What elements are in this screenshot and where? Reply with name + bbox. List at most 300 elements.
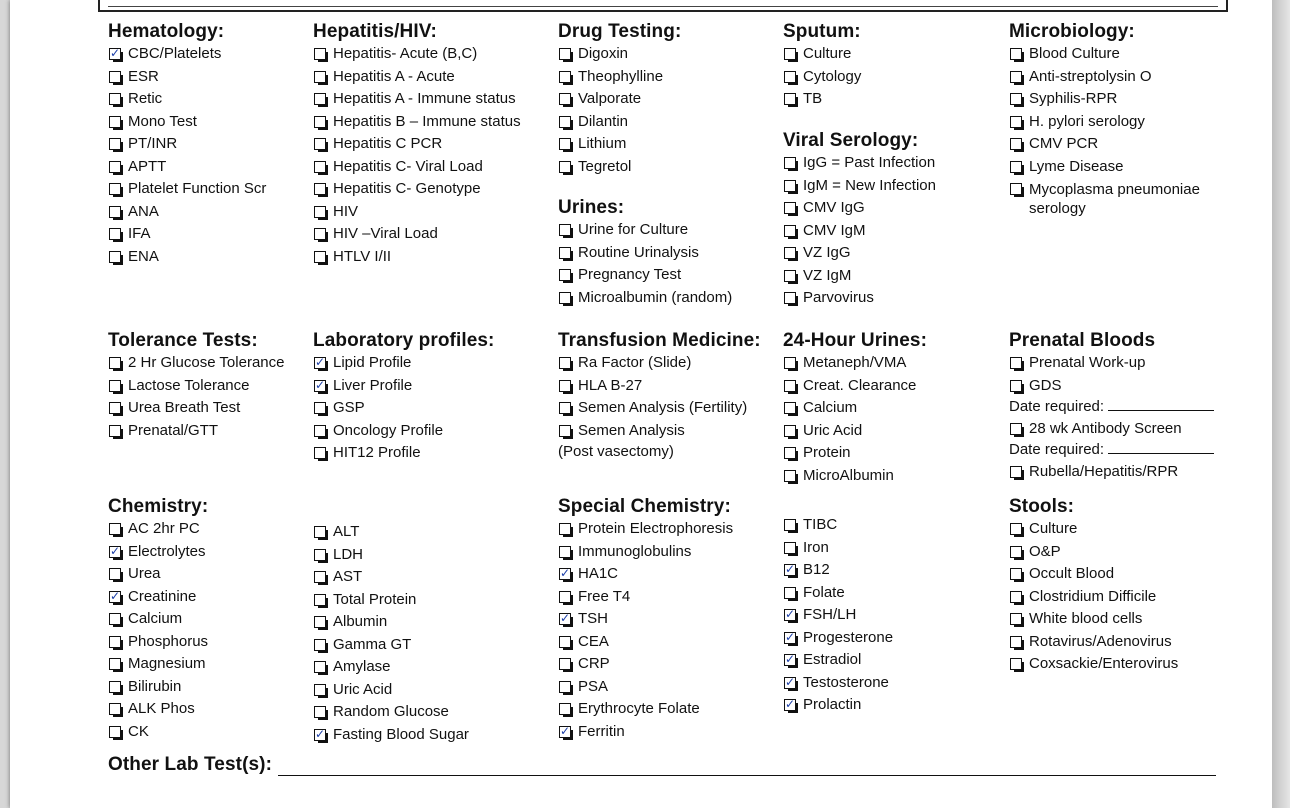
iron-checkbox[interactable] [783,537,998,560]
checkbox-label: 2 Hr Glucose Tolerance [128,354,285,371]
checkbox-label: Metaneph/VMA [803,354,907,371]
hiv-viral-load-checkbox[interactable] [313,223,548,246]
amylase-checkbox[interactable] [313,656,548,679]
gds-checkbox[interactable]: GDS [1009,375,1219,398]
cmv-igm-checkbox[interactable] [783,220,998,243]
calcium-checkbox[interactable] [783,397,998,420]
cea-checkbox[interactable] [558,631,778,654]
lyme-disease-checkbox[interactable] [1009,156,1214,179]
checkbox-icon [109,380,121,392]
bilirubin-checkbox[interactable] [108,676,308,699]
hepatitis-a-immune-status-checkbox[interactable] [313,88,548,111]
checkbox-icon [559,703,571,715]
checkbox-list [558,43,773,178]
ena-checkbox[interactable] [108,246,308,269]
checked-box-icon [559,568,571,580]
checkbox-list [558,219,773,309]
semen-analysis-checkbox[interactable] [558,420,778,443]
checkbox-icon [109,613,121,625]
section-microbiology [1009,21,1214,219]
section-drug-testing [558,21,773,178]
checkbox-list [558,352,778,442]
gamma-gt-checkbox[interactable] [313,634,548,657]
checkbox-icon [314,616,326,628]
prenatal-gtt-checkbox[interactable] [108,420,308,443]
uric-acid-checkbox[interactable] [783,420,998,443]
urine-for-culture-checkbox[interactable] [558,219,773,242]
checkbox-label: TIBC [803,516,838,533]
digoxin-checkbox[interactable] [558,43,773,66]
checkbox-list [108,518,308,743]
metaneph-vma-checkbox[interactable] [783,352,998,375]
checkbox-icon [1010,658,1022,670]
checkbox-icon [109,183,121,195]
checkbox-icon [1010,183,1022,195]
checkbox-label: Progesterone [803,628,894,646]
checkbox-icon [314,206,326,218]
checkbox-icon [784,447,796,459]
esr-checkbox[interactable] [108,66,308,89]
rotavirus-adenovirus-checkbox[interactable] [1009,631,1219,654]
prenatal-work-up-checkbox[interactable]: Prenatal Work-up [1009,352,1219,375]
antibody-screen-checkbox[interactable]: 28 wk Antibody Screen [1009,418,1219,441]
aptt-checkbox[interactable] [108,156,308,179]
checkbox-label: Phosphorus [128,632,209,650]
semen-analysis-fertility-checkbox[interactable] [558,397,778,420]
checkbox-icon [784,270,796,282]
valporate-checkbox[interactable] [558,88,773,111]
checkbox-icon [559,116,571,128]
section-viral-serology [783,130,998,310]
hiv-checkbox[interactable] [313,201,548,224]
checkbox-icon [559,402,571,414]
checkbox-label: B12 [803,561,830,578]
checkbox-label: Erythrocyte Folate [578,700,700,717]
checkbox-label: Fasting Blood Sugar [333,725,469,743]
checkbox-label: Gamma GT [333,635,412,653]
date-input-line[interactable] [1108,397,1214,411]
checkbox-label: Bilirubin [128,677,182,695]
checkbox-label: IgM = New Infection [803,176,936,194]
checkbox-label: O&P [1029,542,1061,560]
checkbox-label: Random Glucose [333,703,449,720]
section-title: Special Chemistry: [558,496,731,517]
checkbox-label: Tegretol [578,157,632,175]
ac-2hr-pc-checkbox[interactable] [108,518,308,541]
hepatitis-b-immune-status-checkbox[interactable] [313,111,548,134]
checkbox-label: Estradiol [803,651,862,668]
tb-checkbox[interactable] [783,88,998,111]
rubella-hepatitis-rpr-checkbox[interactable]: Rubella/Hepatitis/RPR [1009,461,1219,484]
checkbox-icon [1010,161,1022,173]
b12-checkbox[interactable] [783,559,998,582]
checkbox-icon [314,526,326,538]
coxsackie-enterovirus-checkbox[interactable] [1009,653,1219,676]
checkbox-label: Semen Analysis [578,421,685,439]
alt-checkbox[interactable] [313,521,548,544]
parvovirus-checkbox[interactable] [783,287,998,310]
section-stools [1009,496,1219,676]
section-title: Hematology: [108,21,225,42]
section-transfusion-medicine [558,330,778,463]
checked-box-icon [314,380,326,392]
checkbox-icon [559,636,571,648]
lithium-checkbox[interactable] [558,133,773,156]
erythrocyte-folate-checkbox[interactable] [558,698,778,721]
lactose-tolerance-checkbox[interactable] [108,375,308,398]
protein-electrophoresis-checkbox[interactable] [558,518,778,541]
uric-acid-checkbox[interactable] [313,679,548,702]
checkbox-label: Lithium [578,135,627,152]
date-required-field[interactable]: Date required: [1009,397,1219,418]
platelet-function-scr-checkbox[interactable] [108,178,308,201]
checked-box-icon [784,632,796,644]
tegretol-checkbox[interactable] [558,156,773,179]
checkbox-icon [1010,116,1022,128]
other-lab-tests-input-line[interactable] [278,755,1216,776]
checkbox-label: Occult Blood [1029,565,1115,582]
checkbox-label: Cytology [803,67,862,85]
checkbox-label: Folate [803,583,845,601]
checkbox-icon [314,251,326,263]
checkbox-label: HTLV I/II [333,247,392,265]
checkbox-icon [559,161,571,173]
phosphorus-checkbox[interactable] [108,631,308,654]
checkbox-icon [559,546,571,558]
hit12-profile-checkbox[interactable] [313,442,548,465]
checkbox-label: Coxsackie/Enterovirus [1029,655,1179,672]
hepatitis-c-viral-load-checkbox[interactable] [313,156,548,179]
immunoglobulins-checkbox[interactable] [558,541,778,564]
section-urines [558,197,773,309]
ifa-checkbox[interactable] [108,223,308,246]
checkbox-label: Lyme Disease [1029,157,1124,175]
checkbox-icon [109,251,121,263]
checkbox-label: Syphilis-RPR [1029,90,1118,107]
creatinine-checkbox[interactable] [108,586,308,609]
hepatitis-a-acute-checkbox[interactable] [313,66,548,89]
igm-new-infection-checkbox[interactable] [783,175,998,198]
checkbox-label: Hepatitis A - Immune status [333,90,516,107]
checkbox-label: Albumin [333,613,388,630]
checkbox-label: Free T4 [578,587,631,605]
electrolytes-checkbox[interactable] [108,541,308,564]
checkbox-icon [109,523,121,535]
checkbox-icon [314,684,326,696]
checkbox-list [108,352,308,442]
checkbox-label: Prolactin [803,696,862,713]
checkbox-icon [314,661,326,673]
checkbox-label: PSA [578,677,609,695]
section-title: Stools: [1009,496,1075,517]
ast-checkbox[interactable] [313,566,548,589]
ana-checkbox[interactable] [108,201,308,224]
routine-urinalysis-checkbox[interactable] [558,242,773,265]
checkbox-label: CMV PCR [1029,135,1099,152]
checkbox-label: Lipid Profile [333,354,412,371]
checkbox-icon [1010,546,1022,558]
creat-clearance-checkbox[interactable] [783,375,998,398]
checkbox-icon [314,402,326,414]
hepatitis-c-genotype-checkbox[interactable] [313,178,548,201]
checkbox-icon [109,161,121,173]
magnesium-checkbox[interactable] [108,653,308,676]
retic-checkbox[interactable] [108,88,308,111]
occult-blood-checkbox[interactable] [1009,563,1219,586]
checkbox-icon [1010,591,1022,603]
checkbox-icon [784,157,796,169]
checkbox-icon [559,71,571,83]
section-hematology [108,21,308,268]
checkbox-icon [559,93,571,105]
ra-factor-slide-checkbox[interactable] [558,352,778,375]
checkbox-list [1009,518,1219,676]
section-title: Microbiology: [1009,21,1135,42]
checkbox-list [558,518,778,743]
dilantin-checkbox[interactable] [558,111,773,134]
checkbox-icon [559,138,571,150]
vz-igm-checkbox[interactable] [783,265,998,288]
white-blood-cells-checkbox[interactable] [1009,608,1219,631]
albumin-checkbox[interactable] [313,611,548,634]
date-required-field[interactable]: Date required: [1009,440,1219,461]
ferritin-checkbox[interactable] [558,721,778,744]
estradiol-checkbox[interactable] [783,649,998,672]
checkbox-label: Uric Acid [803,421,863,439]
h-pylori-serology-checkbox[interactable] [1009,111,1214,134]
hla-b-27-checkbox[interactable] [558,375,778,398]
checkbox-label: Urea [128,565,161,582]
checkbox-label: Prenatal/GTT [128,421,219,439]
testosterone-checkbox[interactable] [783,672,998,695]
checkbox-label: CMV IgM [803,221,866,239]
checkbox-label: Immunoglobulins [578,542,692,560]
total-protein-checkbox[interactable] [313,589,548,612]
checkbox-list [313,521,548,746]
checkbox-label: H. pylori serology [1029,112,1145,130]
blood-culture-checkbox[interactable] [1009,43,1214,66]
checkbox-list [313,352,548,465]
checkbox-label: Valporate [578,90,642,107]
microalbumin-random-checkbox[interactable] [558,287,773,310]
section-prenatal-bloods [1009,330,1219,483]
checkbox-icon [1010,636,1022,648]
checkbox-icon [1010,568,1022,580]
checkbox-label: TSH [578,610,608,627]
section-title: Hepatitis/HIV: [313,21,437,42]
other-lab-tests-field[interactable] [108,754,1216,776]
section-title: Tolerance Tests: [108,330,258,351]
ldh-checkbox[interactable] [313,544,548,567]
checkbox-icon [559,380,571,392]
checkbox-icon [1010,138,1022,150]
checkbox-label: VZ IgG [803,244,851,261]
checkbox-icon [1010,71,1022,83]
o-p-checkbox[interactable] [1009,541,1219,564]
checkbox-icon [1010,523,1022,535]
checkbox-icon [784,71,796,83]
section-24-hour-urines [783,330,998,487]
microalbumin-checkbox[interactable] [783,465,998,488]
checkbox-label: Blood Culture [1029,45,1120,62]
culture-checkbox[interactable] [1009,518,1219,541]
checkbox-icon [559,425,571,437]
checkbox-label: Hepatitis B – Immune status [333,112,521,130]
syphilis-rpr-checkbox[interactable] [1009,88,1214,111]
checkbox-icon [784,180,796,192]
top-field-box[interactable] [98,0,1228,12]
checkbox-label: Magnesium [128,655,206,672]
checkbox-label: Testosterone [803,673,889,691]
semen-analysis-note: (Post vasectomy) [558,443,674,460]
section-title: Drug Testing: [558,21,682,42]
checkbox-label: HA1C [578,565,619,582]
checkbox-icon [784,380,796,392]
checked-box-icon [109,591,121,603]
checkbox-label: Routine Urinalysis [578,243,699,261]
checkbox-label: CEA [578,632,609,650]
ck-checkbox[interactable] [108,721,308,744]
checkbox-icon [784,357,796,369]
hepatitis-c-pcr-checkbox[interactable] [313,133,548,156]
random-glucose-checkbox[interactable] [313,701,548,724]
mono-test-checkbox[interactable] [108,111,308,134]
2-hr-glucose-tolerance-checkbox[interactable] [108,352,308,375]
folate-checkbox[interactable] [783,582,998,605]
hepatitis-acute-b-c-checkbox[interactable] [313,43,548,66]
pt-inr-checkbox[interactable] [108,133,308,156]
checked-box-icon [784,677,796,689]
checkbox-label: Parvovirus [803,289,874,306]
checked-box-icon [109,546,121,558]
checkbox-label: Electrolytes [128,542,206,560]
tsh-checkbox[interactable] [558,608,778,631]
checkbox-list [783,514,998,717]
checkbox-icon [314,549,326,561]
protein-checkbox[interactable] [783,442,998,465]
mycoplasma-pneumoniae-serology-checkbox[interactable] [1009,178,1214,219]
checkbox-icon [109,402,121,414]
tibc-checkbox[interactable] [783,514,998,537]
oncology-profile-checkbox[interactable] [313,420,548,443]
vz-igg-checkbox[interactable] [783,242,998,265]
culture-checkbox[interactable] [783,43,998,66]
checkbox-icon [314,639,326,651]
checked-box-icon [784,609,796,621]
section-tolerance-tests [108,330,308,442]
checkbox-icon [784,202,796,214]
checkbox-label: ESR [128,67,159,85]
theophylline-checkbox[interactable] [558,66,773,89]
checkbox-label: White blood cells [1029,610,1143,627]
psa-checkbox[interactable] [558,676,778,699]
cmv-igg-checkbox[interactable] [783,197,998,220]
pregnancy-test-checkbox[interactable] [558,264,773,287]
fasting-blood-sugar-checkbox[interactable] [313,724,548,747]
checkbox-icon [109,425,121,437]
checkbox-label: VZ IgM [803,266,852,284]
checkbox-icon [314,93,326,105]
checkbox-icon [1010,423,1022,435]
liver-profile-checkbox[interactable] [313,375,548,398]
alk-phos-checkbox[interactable] [108,698,308,721]
page-edge [1272,0,1290,808]
urea-checkbox[interactable] [108,563,308,586]
progesterone-checkbox[interactable] [783,627,998,650]
calcium-checkbox[interactable] [108,608,308,631]
clostridium-difficile-checkbox[interactable] [1009,586,1219,609]
checkbox-label: GSP [333,399,365,416]
checkbox-icon [559,269,571,281]
crp-checkbox[interactable] [558,653,778,676]
checkbox-label: Protein [803,444,851,461]
checkbox-icon [109,568,121,580]
checkbox-icon [559,48,571,60]
cmv-pcr-checkbox[interactable] [1009,133,1214,156]
checkbox-list [783,152,998,310]
checkbox-icon [314,116,326,128]
urea-breath-test-checkbox[interactable] [108,397,308,420]
checkbox-list [783,352,998,487]
checked-box-icon [314,729,326,741]
checkbox-label: Dilantin [578,112,629,130]
checkbox-label: Hepatitis- Acute (B,C) [333,45,478,62]
lipid-profile-checkbox[interactable] [313,352,548,375]
checked-box-icon [784,654,796,666]
checkbox-label: Creatinine [128,587,197,605]
checkbox-label: Hepatitis C- Viral Load [333,157,483,175]
section-title: Urines: [558,197,625,218]
checkbox-icon [1010,380,1022,392]
checkbox-label: Oncology Profile [333,421,444,439]
htlv-i-ii-checkbox[interactable] [313,246,548,269]
checkbox-icon [109,357,121,369]
checkbox-icon [784,48,796,60]
checked-box-icon [559,613,571,625]
checkbox-label: Retic [128,90,163,107]
checkbox-icon [559,591,571,603]
checkbox-label: Hepatitis C PCR [333,135,443,152]
checkbox-label: Protein Electrophoresis [578,520,734,537]
cbc-platelets-checkbox[interactable] [108,43,308,66]
checkbox-icon [109,703,121,715]
section-special-chemistry-continued [783,514,998,717]
prolactin-checkbox[interactable] [783,694,998,717]
fsh-lh-checkbox[interactable] [783,604,998,627]
date-input-line[interactable] [1108,440,1214,454]
checkbox-label: Total Protein [333,590,417,608]
checkbox-label: Theophylline [578,67,664,85]
section-title: Transfusion Medicine: [558,330,761,351]
cytology-checkbox[interactable] [783,66,998,89]
igg-past-infection-checkbox[interactable] [783,152,998,175]
checkbox-icon [109,93,121,105]
checkbox-icon [314,138,326,150]
section-chemistry [108,496,308,743]
checkbox-label: ENA [128,247,159,265]
free-t4-checkbox[interactable] [558,586,778,609]
section-sputum [783,21,998,111]
gsp-checkbox[interactable] [313,397,548,420]
checkbox-label: Microalbumin (random) [578,288,733,306]
section-title: Viral Serology: [783,130,919,151]
anti-streptolysin-o-checkbox[interactable] [1009,66,1214,89]
checkbox-label: IFA [128,225,151,242]
ha1c-checkbox[interactable] [558,563,778,586]
checkbox-label: HIV [333,202,359,220]
checked-box-icon [784,564,796,576]
checkbox-label: APTT [128,157,167,175]
